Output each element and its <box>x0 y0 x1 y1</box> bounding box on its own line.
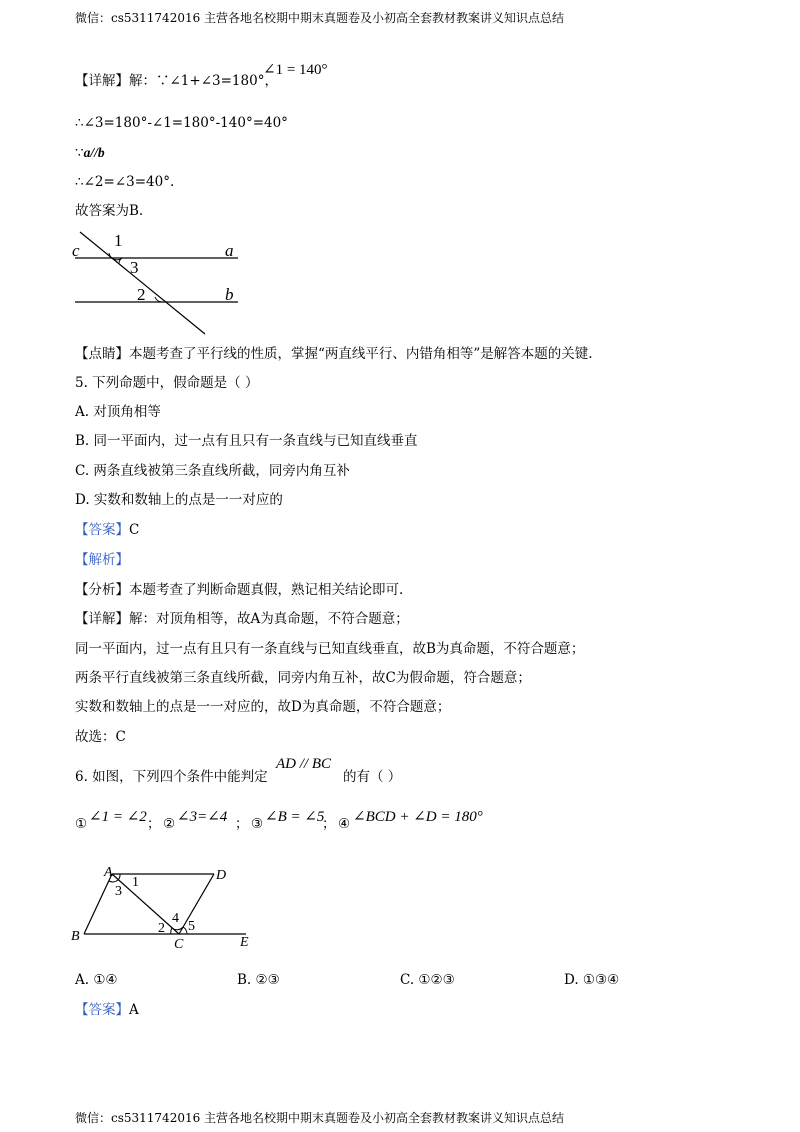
q6-condition-1-marker: ① <box>75 816 88 832</box>
segment-cd <box>179 874 214 934</box>
label-angle-1: 1 <box>132 875 139 890</box>
q5-option-b: B. 同一平面内，过一点有且只有一条直线与已知直线垂直 <box>75 433 418 449</box>
q6-condition-2-sep: ； <box>235 816 249 832</box>
q6-stem-math: AD // BC <box>276 756 331 772</box>
q5-detail-line-1 <box>75 613 409 627</box>
segment-ab <box>84 874 112 934</box>
q6-stem-suffix: 的有（ ） <box>343 769 402 785</box>
detail-text: 解：∵∠1+∠3=180°， <box>129 73 278 89</box>
label-angle-4: 4 <box>172 911 179 926</box>
page-header: 微信：cs5311742016 主营各地名校期中期末真题卷及小初高全套教材教案讲义知识点总结 <box>75 11 565 25</box>
page-footer: 微信：cs5311742016 主营各地名校期中期末真题卷及小初高全套教材教案讲义知识点总结 <box>75 1111 565 1125</box>
label-c: c <box>72 241 80 260</box>
q5-answer <box>75 524 139 538</box>
label-angle-3: 3 <box>115 884 122 899</box>
q6-condition-3-math: ∠B = ∠5 <box>265 809 325 825</box>
q5-detail-line-4: 实数和数轴上的点是一一对应的，故D为真命题，不符合题意； <box>75 699 451 715</box>
q6-condition-4-math: ∠BCD + ∠D = 180° <box>353 809 483 825</box>
q4-step-4: ∴∠2=∠3=40°. <box>75 174 175 190</box>
label-A: A <box>104 865 113 880</box>
q4-comment <box>75 348 593 362</box>
q4-detail-line <box>75 75 278 89</box>
because-symbol: ∵ <box>75 145 84 161</box>
q4-answer-line: 故答案为B. <box>75 203 144 219</box>
q5-choice-line: 故选：C <box>75 729 126 745</box>
q6-condition-3-marker: ③ <box>251 816 264 832</box>
label-angle-5: 5 <box>188 919 195 934</box>
q6-condition-3-sep: ； <box>322 816 336 832</box>
angle-2-arc <box>171 928 172 934</box>
angle-5-arc <box>183 927 187 934</box>
angle-1-arc <box>109 253 122 260</box>
q6-trapezoid-figure <box>68 862 258 952</box>
q5-option-d: D. 实数和数轴上的点是一一对应的 <box>75 492 283 508</box>
q6-choice-b: B. ②③ <box>237 972 280 988</box>
q5-analysis-label: 【解析】 <box>75 552 129 568</box>
q6-stem-prefix: 6. 如图，下列四个条件中能判定 <box>75 769 268 785</box>
q6-condition-2-math: ∠3=∠4 <box>177 809 228 825</box>
q5-stem: 5. 下列命题中，假命题是（ ） <box>75 375 259 391</box>
q6-condition-1-sep: ； <box>147 816 161 832</box>
label-angle-3: 3 <box>130 258 139 277</box>
detail-label: 【详解】 <box>75 73 129 89</box>
label-D: D <box>216 868 227 883</box>
detail-math: ∠1 = 140° <box>263 62 328 78</box>
answer-value: A <box>129 1002 139 1018</box>
comment-label: 【点睛】 <box>75 346 129 362</box>
q6-condition-2-marker: ② <box>163 816 176 832</box>
comment-text: 本题考查了平行线的性质，掌握“两直线平行、内错角相等”是解答本题的关键. <box>129 346 593 362</box>
label-a: a <box>225 241 234 260</box>
angle-3-arc <box>119 258 122 264</box>
q5-detail-line-2: 同一平面内，过一点有且只有一条直线与已知直线垂直，故B为真命题，不符合题意； <box>75 641 585 657</box>
parallel-statement: a//b <box>83 145 105 160</box>
q4-step-2: ∴∠3=180°-∠1=180°-140°=40° <box>75 115 288 131</box>
analysis-head-text: 本题考查了判断命题真假，熟记相关结论即可. <box>129 582 404 598</box>
q4-step-3 <box>75 146 105 161</box>
q5-option-c: C. 两条直线被第三条直线所截，同旁内角互补 <box>75 463 350 479</box>
q6-choice-d: D. ①③④ <box>564 972 620 988</box>
label-C: C <box>174 937 184 952</box>
q6-condition-4-marker: ④ <box>338 816 351 832</box>
q5-option-a: A. 对顶角相等 <box>75 404 161 420</box>
detail-text: 解：对顶角相等，故A为真命题，不符合题意； <box>129 611 409 627</box>
label-E: E <box>240 935 249 950</box>
line-c <box>80 232 205 334</box>
angle-3-arc <box>109 880 118 882</box>
answer-label: 【答案】 <box>75 522 129 538</box>
label-B: B <box>71 929 80 944</box>
q6-condition-1-math: ∠1 = ∠2 <box>89 809 147 825</box>
q5-detail-line-3: 两条平行直线被第三条直线所截，同旁内角互补，故C为假命题，符合题意； <box>75 670 531 686</box>
answer-label: 【答案】 <box>75 1002 129 1018</box>
analysis-head-label: 【分析】 <box>75 582 129 598</box>
angle-1-arc <box>118 874 120 880</box>
detail-label: 【详解】 <box>75 611 129 627</box>
label-b: b <box>225 285 234 304</box>
segment-ac <box>112 874 179 934</box>
label-angle-2: 2 <box>158 921 165 936</box>
q6-choice-a: A. ①④ <box>75 972 118 988</box>
q4-parallel-lines-figure <box>70 228 250 338</box>
q6-answer <box>75 1004 139 1018</box>
label-angle-1: 1 <box>114 231 123 250</box>
q6-choice-c: C. ①②③ <box>400 972 455 988</box>
q5-analysis-head <box>75 584 403 598</box>
label-angle-2: 2 <box>137 285 146 304</box>
answer-value: C <box>129 522 140 538</box>
